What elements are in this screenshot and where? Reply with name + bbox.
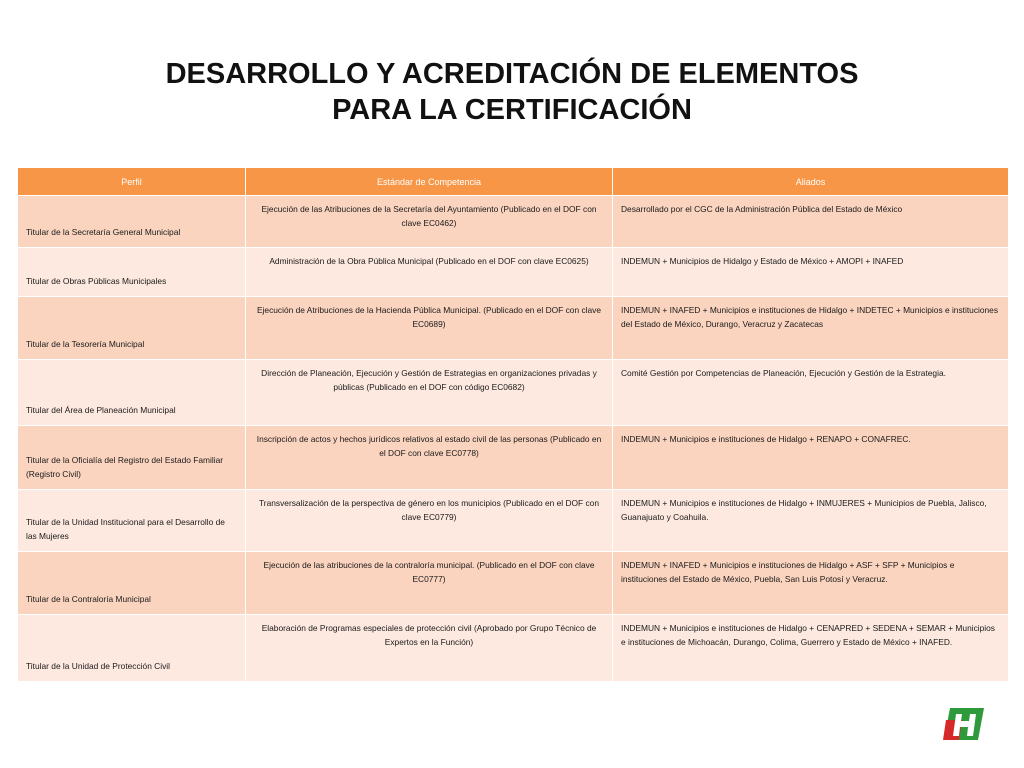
cell-estandar: Inscripción de actos y hechos jurídicos relativos al estado civil de las personas (Publicado en el DOF con clave EC0778) xyxy=(246,426,613,490)
cell-perfil: Titular de la Oficialía del Registro del Estado Familiar (Registro Civil) xyxy=(18,426,246,490)
cell-aliados: INDEMUN + Municipios e instituciones de Hidalgo + RENAPO + CONAFREC. xyxy=(613,426,1009,490)
cell-aliados: INDEMUN + Municipios de Hidalgo y Estado de México + AMOPI + INAFED xyxy=(613,248,1009,297)
header-aliados: Aliados xyxy=(613,168,1009,196)
table-row xyxy=(18,615,1009,682)
table-row xyxy=(18,426,1009,490)
cell-aliados: Comité Gestión por Competencias de Planeación, Ejecución y Gestión de la Estrategia. xyxy=(613,360,1009,426)
cell-perfil: Titular de la Secretaría General Municipal xyxy=(18,196,246,248)
table-header-row xyxy=(18,168,1009,196)
certification-table xyxy=(17,167,1009,682)
cell-estandar: Dirección de Planeación, Ejecución y Gestión de Estrategias en organizaciones privadas y públicas (Publicado en el DOF con código EC0682) xyxy=(246,360,613,426)
cell-aliados: INDEMUN + INAFED + Municipios e instituciones de Hidalgo + ASF + SFP + Municipios e instituciones del Estado de México, Puebla, San Luis Potosí y Veracruz. xyxy=(613,552,1009,615)
cell-perfil: Titular de la Unidad Institucional para el Desarrollo de las Mujeres xyxy=(18,490,246,552)
cell-estandar: Ejecución de las Atribuciones de la Secretaría del Ayuntamiento (Publicado en el DOF con clave EC0462) xyxy=(246,196,613,248)
cell-aliados: INDEMUN + Municipios e instituciones de Hidalgo + CENAPRED + SEDENA + SEMAR + Municipios e instituciones de Michoacán, Durango, Colima, Guerrero y Estado de México + INAFED. xyxy=(613,615,1009,682)
cell-estandar: Administración de la Obra Pública Municipal (Publicado en el DOF con clave EC0625) xyxy=(246,248,613,297)
page-title xyxy=(0,56,1024,128)
header-estandar: Estándar de Competencia xyxy=(246,168,613,196)
cell-perfil: Titular de la Tesorería Municipal xyxy=(18,297,246,360)
cell-aliados: Desarrollado por el CGC de la Administración Pública del Estado de México xyxy=(613,196,1009,248)
cell-estandar: Ejecución de las atribuciones de la contraloría municipal. (Publicado en el DOF con clave EC0777) xyxy=(246,552,613,615)
header-perfil: Perfil xyxy=(18,168,246,196)
cell-aliados: INDEMUN + Municipios e instituciones de Hidalgo + INMUJERES + Municipios de Puebla, Jalisco, Guanajuato y Coahuila. xyxy=(613,490,1009,552)
cell-perfil: Titular de Obras Públicas Municipales xyxy=(18,248,246,297)
cell-estandar: Elaboración de Programas especiales de protección civil (Aprobado por Grupo Técnico de Expertos en la Función) xyxy=(246,615,613,682)
cell-perfil: Titular del Área de Planeación Municipal xyxy=(18,360,246,426)
cell-perfil: Titular de la Unidad de Protección Civil xyxy=(18,615,246,682)
table-row xyxy=(18,297,1009,360)
cell-estandar: Ejecución de Atribuciones de la Hacienda Pública Municipal. (Publicado en el DOF con clave EC0689) xyxy=(246,297,613,360)
cell-estandar: Transversalización de la perspectiva de género en los municipios (Publicado en el DOF con clave EC0779) xyxy=(246,490,613,552)
table-row xyxy=(18,196,1009,248)
table-row xyxy=(18,552,1009,615)
title-line-2: PARA LA CERTIFICACIÓN xyxy=(332,94,692,126)
title-line-1: DESARROLLO Y ACREDITACIÓN DE ELEMENTOS xyxy=(165,58,859,90)
cell-perfil: Titular de la Contraloría Municipal xyxy=(18,552,246,615)
table-row xyxy=(18,360,1009,426)
hidalgo-h-logo-icon xyxy=(942,706,984,742)
table-row xyxy=(18,490,1009,552)
table-row xyxy=(18,248,1009,297)
cell-aliados: INDEMUN + INAFED + Municipios e instituciones de Hidalgo + INDETEC + Municipios e instituciones del Estado de México, Durango, Veracruz y Zacatecas xyxy=(613,297,1009,360)
